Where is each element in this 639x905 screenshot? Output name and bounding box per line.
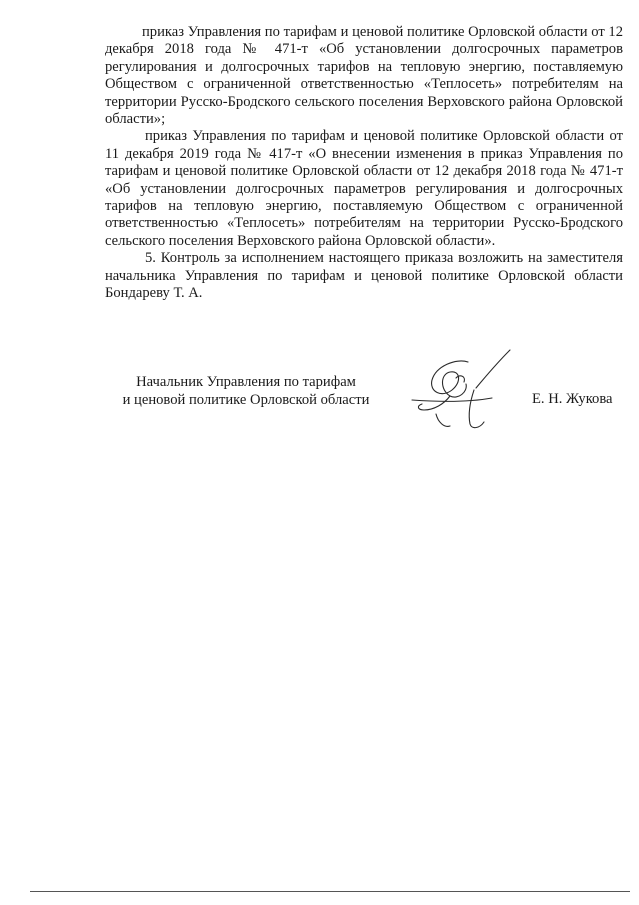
- paragraph-item-5-control: 5. Контроль за исполнением настоящего приказа возложить на заместителя начальника Управления по тарифам и ценовой политике Орловской области Бондареву Т. А.: [105, 250, 623, 302]
- signatory-name: Е. Н. Жукова: [532, 391, 613, 407]
- signatory-position-line-1: Начальник Управления по тарифам: [136, 374, 356, 390]
- paragraph-order-2018: приказ Управления по тарифам и ценовой политике Орловской области от 12 декабря 2018 года № 471-т «Об установлении долгосрочных параметров регулирования и долгосрочных тарифов на тепловую энергию, поставляемую Обществом с ограниченной ответственностью «Теплосеть» потребителям на территории Русско-Бродского сельского поселения Верховского района Орловской области»;: [105, 24, 623, 128]
- page-bottom-rule: [30, 891, 630, 892]
- signatory-position-line-2: и ценовой политике Орловской области: [122, 391, 370, 408]
- handwritten-signature: [410, 348, 520, 434]
- paragraph-order-2019: приказ Управления по тарифам и ценовой политике Орловской области от 11 декабря 2019 года № 417-т «О внесении изменения в приказ Управления по тарифам и ценовой политике Орловской области от 12 декабря 2018 года № 471-т «Об установлении долгосрочных параметров регулирования и долгосрочных тарифов на тепловую энергию, поставляемую Обществом с ограниченной ответственностью «Теплосеть» потребителям на территории Русско-Бродского сельского поселения Верховского района Орловской области».: [105, 128, 623, 249]
- document-body: [105, 24, 623, 303]
- signatory-position: [106, 374, 386, 409]
